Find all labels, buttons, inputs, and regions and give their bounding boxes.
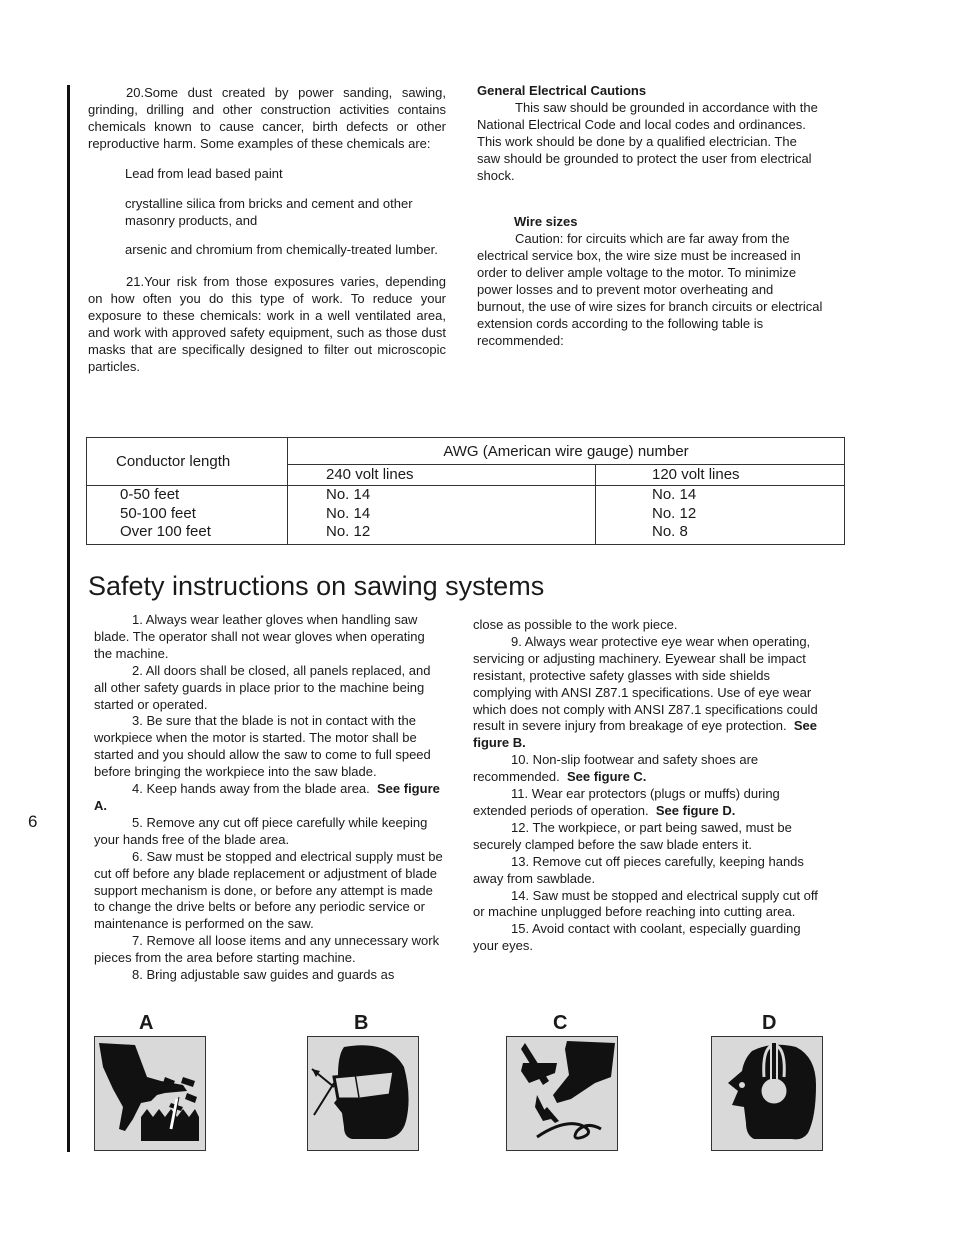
electrical-cautions-text: This saw should be grounded in accordance with the National Electrical Code and local codes and ordinances. This work should be done by a qualified electrician. The saw should be grounded to protect the user from electrical shock.: [477, 100, 818, 183]
instruction-2: 2. All doors shall be closed, all panels replaced, and all other safety guards in place prior to the machine being started or operated.: [94, 662, 431, 712]
chemical-silica: crystalline silica from bricks and cement and other masonry products, and: [125, 196, 413, 228]
v120-row: No. 14: [652, 486, 697, 503]
chemical-lead: Lead from lead based paint: [125, 166, 283, 181]
instruction-9: [473, 634, 823, 752]
wire-gauge-table: [86, 437, 845, 545]
figure-a-label: A: [139, 1012, 154, 1034]
length-row: 50-100 feet: [120, 504, 196, 522]
v240-row: No. 14: [326, 504, 371, 522]
margin-rule: [67, 85, 70, 1152]
instruction-11: [473, 786, 823, 820]
figure-b-ref: See figure B.: [473, 718, 817, 751]
v240-row: No. 14: [326, 486, 371, 503]
instruction-3: 3. Be sure that the blade is not in contact with the workpiece when the motor is started. The motor shall be started and you should allow the saw to come to full speed before bringing the workpiece into the saw blade.: [94, 713, 431, 780]
instructions-right-column: [473, 617, 823, 955]
instruction-12: 12. The workpiece, or part being sawed, must be securely clamped before the saw blade enters it.: [473, 819, 792, 852]
figure-c-ref: See figure C.: [566, 769, 647, 785]
instruction-11-text: 11. Wear ear protectors (plugs or muffs) during extended periods of operation.: [473, 786, 780, 818]
instruction-14: 14. Saw must be stopped and electrical supply cut off or machine unplugged before reaching into cutting area.: [473, 887, 818, 920]
lengths-cell: [87, 486, 288, 545]
instruction-8: 8. Bring adjustable saw guides and guards as: [132, 967, 395, 983]
header-120v: 120 volt lines: [596, 465, 845, 486]
electrical-column: [477, 82, 823, 349]
instruction-8-continued: close as possible to the work piece.: [473, 617, 678, 632]
header-awg: AWG (American wire gauge) number: [288, 438, 845, 465]
chemical-arsenic: arsenic and chromium from chemically-treated lumber.: [125, 242, 438, 257]
instruction-7: 7. Remove all loose items and any unnecessary work pieces from the area before starting machine.: [94, 933, 440, 966]
figure-c-label: C: [553, 1012, 568, 1034]
figure-a-ref: See figure A.: [94, 781, 440, 813]
instruction-6: 6. Saw must be stopped and electrical supply must be cut off before any blade replacement or adjustment of blade support mechanism is done, or before any attempt is made to change the drive belts or before any periodic service or maintenance is performed on the saw.: [94, 848, 443, 932]
instruction-13: 13. Remove cut off pieces carefully, keeping hands away from sawblade.: [473, 853, 804, 886]
v120-row: No. 8: [652, 523, 688, 540]
safety-shoes-icon: [506, 1036, 618, 1151]
v240-cell: [288, 486, 596, 545]
section-title: Safety instructions on sawing systems: [88, 571, 545, 601]
figure-b-label: B: [354, 1012, 369, 1034]
instruction-15: 15. Avoid contact with coolant, especially guarding your eyes.: [473, 921, 801, 954]
v120-cell: [596, 486, 845, 545]
instruction-5: 5. Remove any cut off piece carefully while keeping your hands free of the blade area.: [94, 814, 428, 847]
instruction-10: [473, 752, 823, 786]
v120-row: No. 12: [652, 504, 697, 522]
hand-blade-icon: [94, 1036, 206, 1151]
dust-warning-column: [88, 84, 446, 375]
figure-d-ref: See figure D.: [655, 802, 736, 818]
header-240v: 240 volt lines: [288, 465, 596, 486]
instructions-left-column: [94, 612, 446, 984]
ear-protection-icon: [711, 1036, 823, 1151]
v240-row: No. 12: [326, 523, 371, 540]
instruction-1: 1. Always wear leather gloves when handling saw blade. The operator shall not wear gloves when operating the machine.: [94, 612, 425, 661]
instruction-4-text: 4. Keep hands away from the blade area.: [132, 781, 370, 797]
item-20: 20.Some dust created by power sanding, sawing, grinding, drilling and other construction activities contains chemicals known to cause cancer, birth defects or other reproductive harm. Some examples of these chemicals are:: [88, 85, 446, 151]
length-row: Over 100 feet: [120, 523, 211, 540]
length-row: 0-50 feet: [120, 486, 180, 503]
item-21: 21.Your risk from those exposures varies, depending on how often you do this type of work. To reduce your exposure to these chemicals: work in a well ventilated area, and work with approved safety equipment, such as those dust masks that are specifically designed to filter out microscopic particles.: [88, 274, 446, 374]
header-conductor-length: Conductor length: [87, 438, 288, 486]
safety-glasses-icon: [307, 1036, 419, 1151]
wire-sizes-text: Caution: for circuits which are far away from the electrical service box, the wire size must be increased in order to deliver ample voltage to the motor. To minimize power losses and to prevent motor overheating and burnout, the use of wire sizes for branch circuits or electrical extension cords according to the following table is recommended:: [477, 231, 823, 348]
page-number: 6: [28, 812, 38, 831]
figure-d-label: D: [762, 1012, 777, 1034]
heading-wire-sizes: Wire sizes: [514, 214, 578, 229]
instruction-4: [94, 781, 446, 815]
heading-electrical-cautions: General Electrical Cautions: [477, 83, 647, 98]
instruction-9-text: 9. Always wear protective eye wear when operating, servicing or adjusting machinery. Eyewear shall be impact resistant, protective safety glasses with side shields complying with ANSI Z87.1 specifications. Use of eye wear which does not comply with ANSI Z87.1 specifications could result in severe injury from breakage of eye protection.: [473, 633, 818, 734]
instruction-10-text: 10. Non-slip footwear and safety shoes are recommended.: [473, 752, 759, 785]
